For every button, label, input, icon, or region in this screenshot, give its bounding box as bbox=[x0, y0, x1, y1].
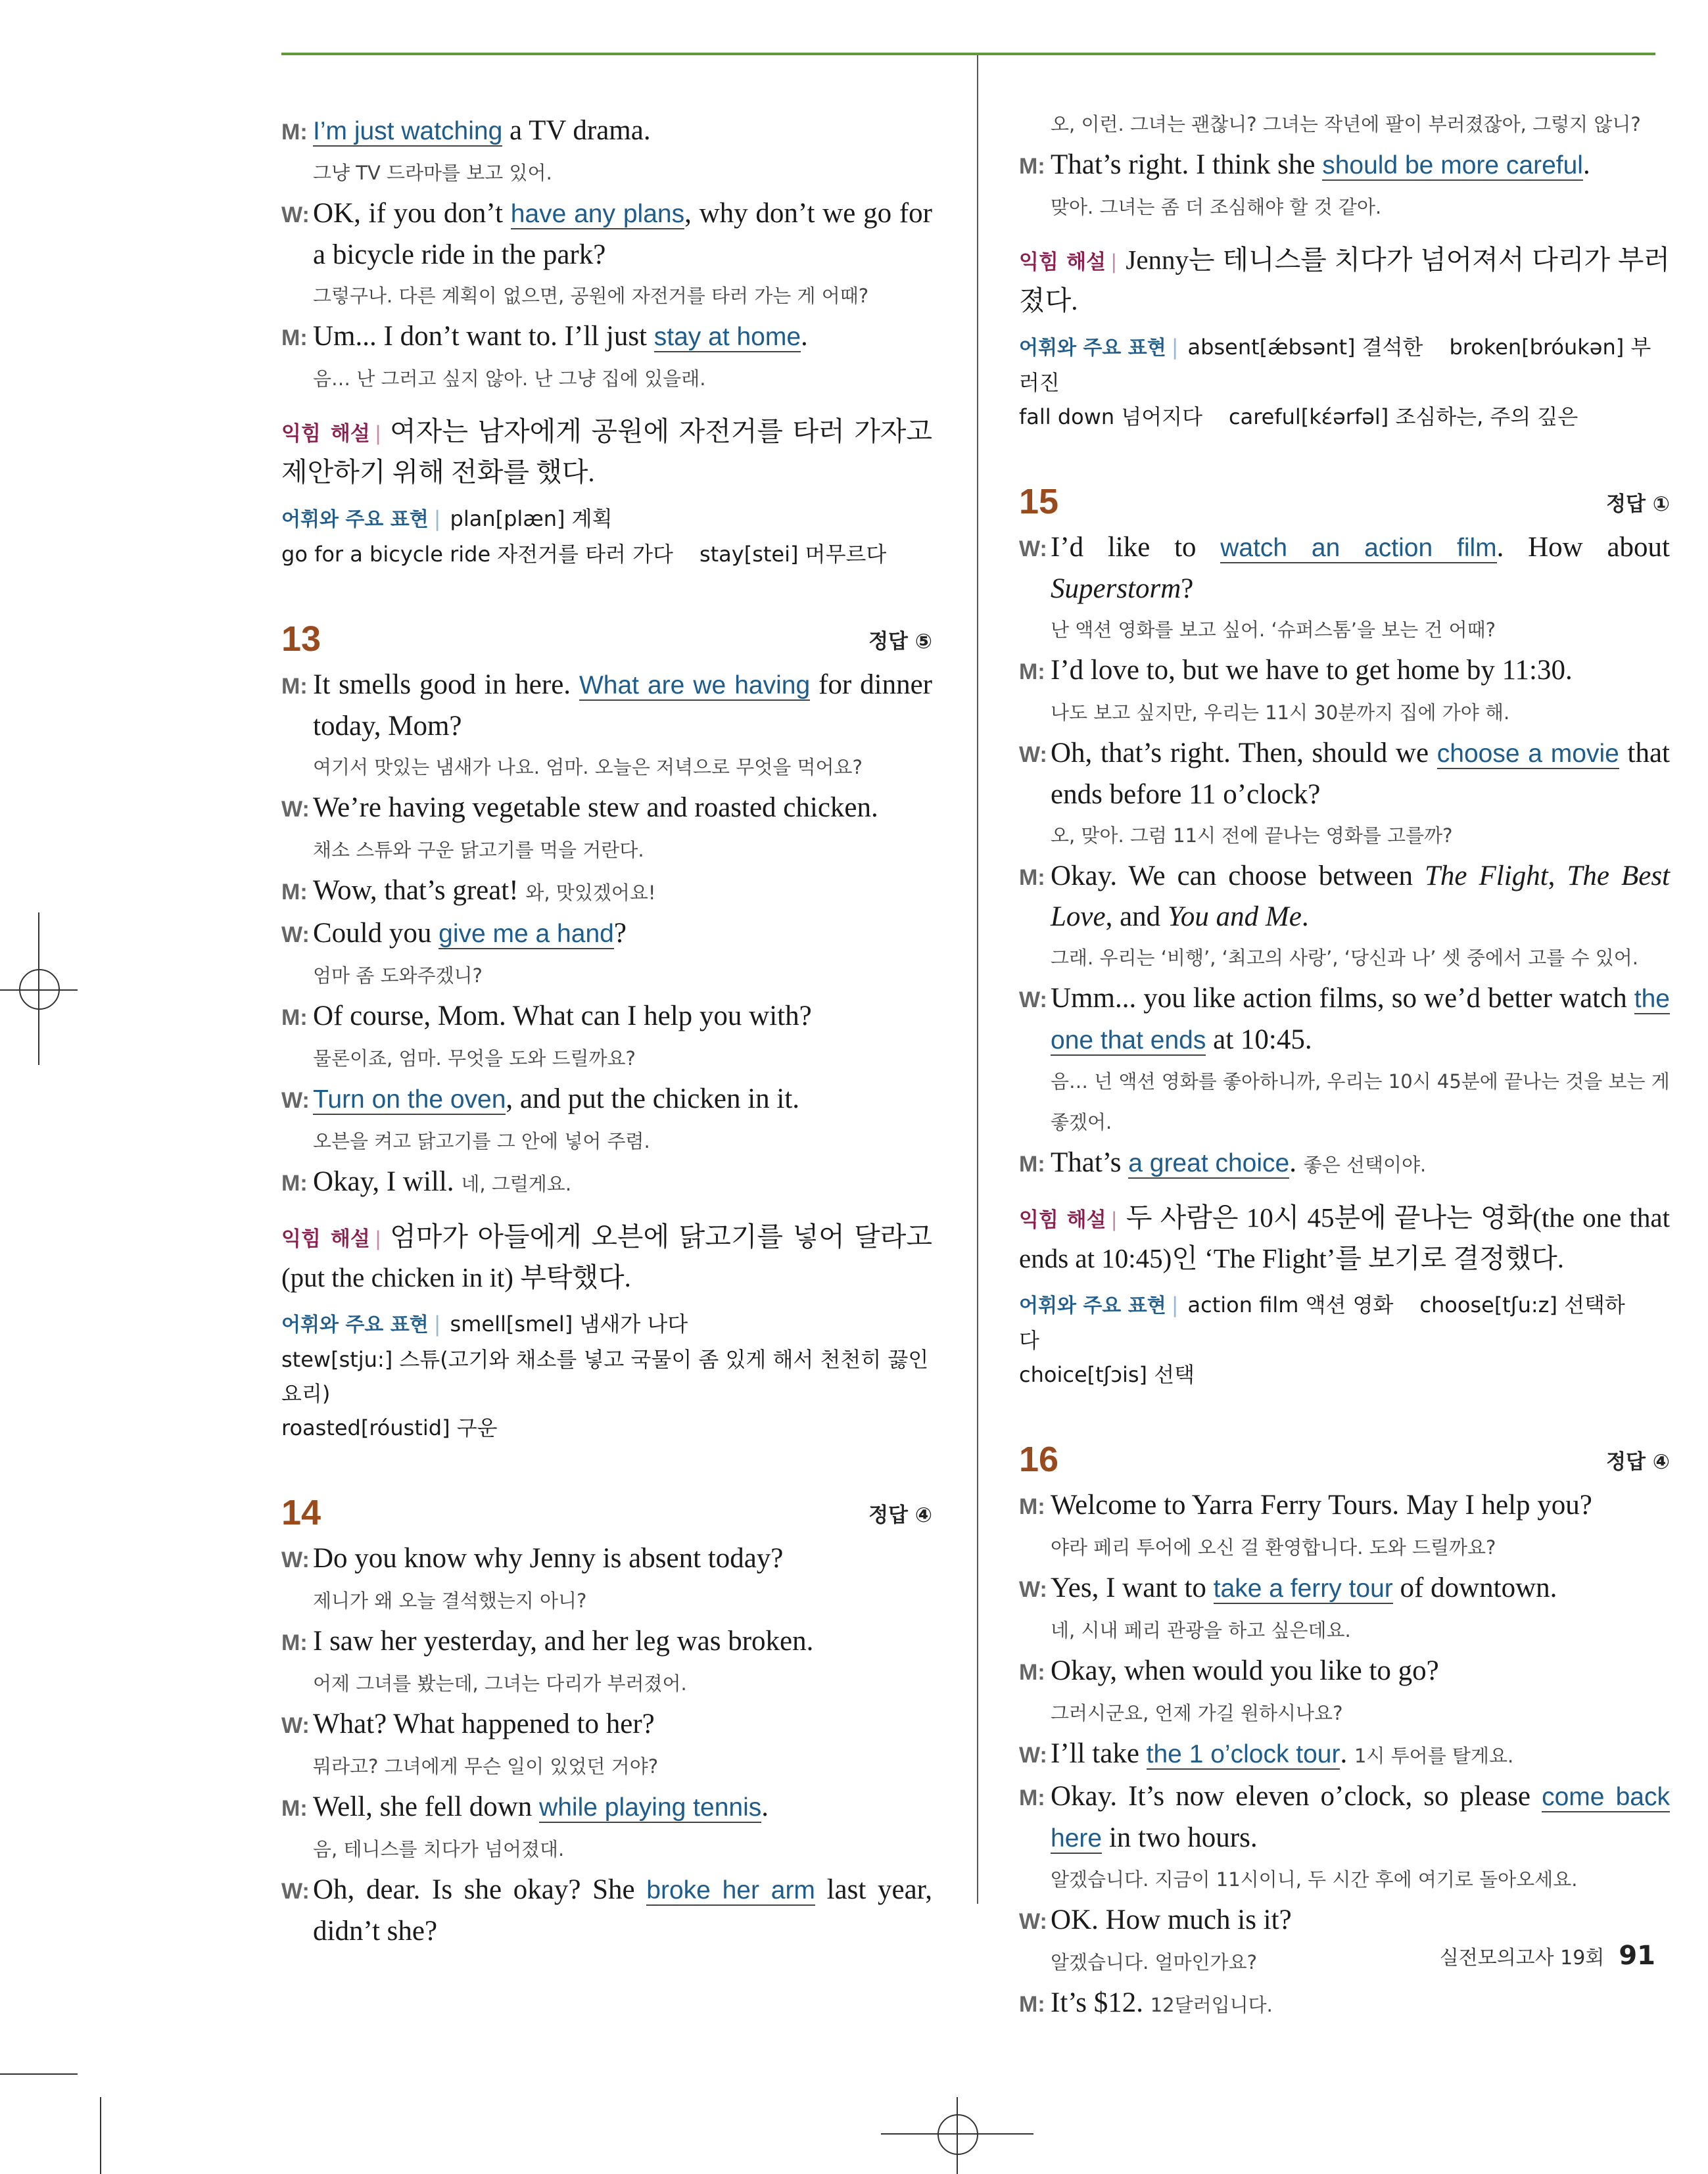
dialogue-line bbox=[1019, 145, 1670, 187]
translation: 어제 그녀를 봤는데, 그녀는 다리가 부러졌어. bbox=[313, 1672, 687, 1695]
answer-blank: What are we having bbox=[579, 671, 811, 699]
dialogue-text bbox=[1051, 1143, 1670, 1185]
dialogue-line bbox=[1019, 1983, 1670, 2025]
translation: 맞아. 그녀는 좀 더 조심해야 할 것 같아. bbox=[1051, 196, 1382, 218]
text-fragment: ? bbox=[613, 918, 627, 949]
vocab-item: plan[plæn] 계획 bbox=[450, 506, 613, 531]
speaker-label: M: bbox=[281, 325, 308, 350]
vocab-item: choose[tʃu:z] 선택하다 bbox=[1019, 1292, 1625, 1353]
text-fragment: that ends before 11 o’clock? bbox=[1051, 738, 1671, 810]
speaker-label: M: bbox=[1019, 1494, 1045, 1519]
inline-translation: 와, 맛있겠어요! bbox=[525, 882, 656, 904]
question-number: 13 bbox=[281, 619, 321, 659]
dialogue-text bbox=[313, 193, 932, 275]
registration-circle bbox=[19, 969, 60, 1010]
vocabulary-label: 어휘와 주요 표현 bbox=[281, 1313, 429, 1336]
q14-dialogue-continued bbox=[1019, 145, 1670, 227]
speaker-label: M: bbox=[1019, 154, 1045, 179]
text-fragment: , and bbox=[1105, 901, 1168, 932]
translation: 제니가 왜 오늘 결석했는지 아니? bbox=[313, 1590, 587, 1612]
vocabulary-label: 어휘와 주요 표현 bbox=[1019, 337, 1166, 360]
explanation-label: 익힘 해설 bbox=[1019, 250, 1106, 274]
title-italic: Superstorm bbox=[1051, 573, 1181, 604]
dialogue-text bbox=[313, 1704, 932, 1745]
answer-blank: stay at home bbox=[653, 323, 801, 351]
dialogue-line bbox=[281, 788, 932, 830]
speaker-label: W: bbox=[281, 202, 310, 227]
text-fragment: last year, didn’t she? bbox=[313, 1874, 933, 1947]
translation: 엄마 좀 도와주겠니? bbox=[313, 964, 483, 987]
dialogue-line bbox=[281, 193, 932, 275]
title-italic: The Flight bbox=[1425, 861, 1548, 891]
explanation-text: 두 사람은 10시 45분에 끝나는 영화(the one that ends at 10:45)인 ‘The Flight’를 보기로 결정했다. bbox=[1019, 1202, 1670, 1273]
text-fragment: Do you know why Jenny is absent today? bbox=[313, 1543, 784, 1574]
dialogue-text bbox=[1051, 527, 1670, 609]
answer-blank: give me a hand bbox=[439, 920, 614, 948]
text-fragment: Well, she fell down bbox=[313, 1791, 540, 1822]
dialogue-line bbox=[281, 316, 932, 358]
speaker-label: M: bbox=[281, 120, 308, 145]
explanation-label: 익힘 해설 bbox=[281, 422, 370, 446]
text-fragment: I’d like to bbox=[1051, 532, 1221, 563]
answer-key: 정답 ⑤ bbox=[868, 629, 932, 653]
text-fragment: , bbox=[1548, 861, 1567, 891]
dialogue-text bbox=[313, 316, 932, 358]
dialogue-text bbox=[313, 913, 932, 955]
text-fragment: We’re having vegetable stew and roasted chicken. bbox=[313, 792, 878, 823]
page-number: 91 bbox=[1619, 1941, 1655, 1971]
dialogue-text bbox=[1051, 978, 1670, 1061]
dialogue-text bbox=[1051, 650, 1670, 691]
dialogue-line bbox=[281, 1079, 932, 1121]
q15-vocabulary: 어휘와 주요 표현 | action film 액션 영화 choose[tʃu:z] 선택하다 choice[tʃɔis] 선택 bbox=[1019, 1292, 1625, 1387]
text-fragment: for dinner today, Mom? bbox=[313, 669, 932, 742]
dialogue-line bbox=[1019, 1651, 1670, 1693]
answer-blank: take a ferry tour bbox=[1213, 1574, 1393, 1603]
page-footer bbox=[1440, 1941, 1655, 1971]
dialogue-line bbox=[1019, 856, 1670, 937]
dialogue-text bbox=[1051, 1900, 1670, 1941]
text-fragment: at 10:45. bbox=[1206, 1024, 1312, 1055]
text-fragment: Okay. We can choose between bbox=[1051, 861, 1425, 891]
dialogue-line bbox=[1019, 733, 1670, 815]
title-italic: You and Me bbox=[1167, 901, 1302, 932]
vocab-item: broken[bróukən] 부러진 bbox=[1019, 335, 1651, 395]
text-fragment: That’s bbox=[1051, 1147, 1129, 1178]
answer-blank: should be more careful bbox=[1322, 151, 1583, 179]
inline-translation: 1시 투어를 탈게요. bbox=[1354, 1745, 1514, 1767]
speaker-label: M: bbox=[1019, 1152, 1045, 1177]
dialogue-text bbox=[1051, 1568, 1670, 1609]
dialogue-line bbox=[1019, 650, 1670, 692]
speaker-label: W: bbox=[281, 1088, 310, 1113]
translation: 음… 난 그러고 싶지 않아. 난 그냥 집에 있을래. bbox=[313, 367, 706, 390]
speaker-label: W: bbox=[281, 797, 310, 822]
vocab-item: careful[kέərfəl] 조심하는, 주의 깊은 bbox=[1229, 404, 1578, 429]
dialogue-text bbox=[1051, 145, 1670, 186]
answer-key: 정답 ④ bbox=[868, 1503, 932, 1527]
text-fragment: Okay. It’s now eleven o’clock, so please bbox=[1051, 1781, 1542, 1812]
answer-blank: come back here bbox=[1051, 1783, 1670, 1853]
dialogue-text bbox=[313, 1870, 932, 1952]
dialogue-text bbox=[313, 1621, 932, 1662]
q13-header bbox=[281, 619, 932, 659]
text-fragment: It smells good in here. bbox=[313, 669, 579, 700]
text-fragment: Umm... you like action films, so we’d better watch bbox=[1051, 983, 1634, 1014]
dialogue-text bbox=[1051, 733, 1670, 815]
speaker-label: M: bbox=[281, 880, 308, 905]
explanation-text: Jenny는 테니스를 치다가 넘어져서 다리가 부러졌다. bbox=[1019, 245, 1670, 316]
translation: 물론이죠, 엄마. 무엇을 도와 드릴까요? bbox=[313, 1047, 636, 1070]
inline-translation: 12달러입니다. bbox=[1150, 1994, 1273, 2016]
dialogue-text bbox=[1051, 1734, 1670, 1776]
translation: 알겠습니다. 얼마인가요? bbox=[1051, 1951, 1257, 1973]
q13-explanation: 익힘 해설 | 엄마가 아들에게 오븐에 닭고기를 넣어 달라고(put the chicken in it) 부탁했다. bbox=[281, 1221, 933, 1292]
dialogue-line bbox=[1019, 1143, 1670, 1185]
vocabulary-label: 어휘와 주요 표현 bbox=[281, 508, 429, 531]
dialogue-text bbox=[1051, 1983, 1670, 2025]
translation: 그냥 TV 드라마를 보고 있어. bbox=[313, 162, 552, 184]
question-number: 15 bbox=[1019, 482, 1059, 521]
q14-explanation: 익힘 해설 | Jenny는 테니스를 치다가 넘어져서 다리가 부러졌다. bbox=[1019, 245, 1670, 316]
vocab-item: smell[smel] 냄새가 나다 bbox=[450, 1311, 688, 1336]
left-column bbox=[281, 55, 932, 1952]
crop-mark bbox=[100, 2097, 101, 2174]
dialogue-line bbox=[281, 110, 932, 153]
q14-header bbox=[281, 1492, 932, 1533]
text-fragment: , and put the chicken in it. bbox=[506, 1083, 800, 1114]
answer-blank: watch an action film bbox=[1220, 534, 1497, 562]
q15-header bbox=[1019, 481, 1670, 522]
text-fragment: . How about bbox=[1496, 532, 1670, 563]
speaker-label: W: bbox=[1019, 536, 1047, 561]
dialogue-text bbox=[313, 1162, 932, 1204]
vocab-item: stew[stju:] 스튜(고기와 채소를 넣고 국물이 좀 있게 해서 천천히 끓인 요리) bbox=[281, 1347, 929, 1406]
text-fragment: a TV drama. bbox=[502, 115, 651, 146]
question-number: 14 bbox=[281, 1493, 321, 1532]
speaker-label: M: bbox=[281, 1630, 308, 1655]
dialogue-text bbox=[313, 110, 932, 152]
dialogue-text bbox=[1051, 1651, 1670, 1691]
speaker-label: W: bbox=[1019, 1743, 1047, 1768]
dialogue-text bbox=[313, 996, 932, 1037]
text-fragment: Okay, I will. bbox=[313, 1166, 462, 1197]
dialogue-line bbox=[1019, 527, 1670, 609]
q15-dialogue bbox=[1019, 527, 1670, 1185]
question-number: 16 bbox=[1019, 1440, 1059, 1479]
answer-key: 정답 ① bbox=[1606, 492, 1670, 516]
dialogue-text bbox=[313, 1079, 932, 1120]
vocab-item: stay[stei] 머무르다 bbox=[699, 542, 887, 567]
text-fragment: I’d love to, but we have to get home by 11:30. bbox=[1051, 655, 1573, 686]
text-fragment: What? What happened to her? bbox=[313, 1709, 655, 1739]
translation: 나도 보고 싶지만, 우리는 11시 30분까지 집에 가야 해. bbox=[1051, 701, 1510, 724]
translation: 그렇구나. 다른 계획이 없으면, 공원에 자전거를 타러 가는 게 어때? bbox=[313, 285, 869, 307]
dialogue-line bbox=[281, 1870, 932, 1952]
dialogue-text bbox=[1051, 1485, 1670, 1526]
text-fragment: Welcome to Yarra Ferry Tours. May I help you? bbox=[1051, 1490, 1592, 1521]
q13-dialogue bbox=[281, 665, 932, 1204]
dialogue-line bbox=[281, 1704, 932, 1746]
registration-circle bbox=[937, 2114, 978, 2155]
speaker-label: W: bbox=[281, 1879, 310, 1904]
speaker-label: W: bbox=[1019, 1577, 1047, 1602]
text-fragment: . bbox=[1582, 149, 1590, 180]
text-fragment: . bbox=[1289, 1147, 1304, 1178]
text-fragment: Um... I don’t want to. I’ll just bbox=[313, 321, 654, 352]
text-fragment: OK. How much is it? bbox=[1051, 1904, 1292, 1935]
dialogue-line bbox=[1019, 1568, 1670, 1610]
speaker-label: M: bbox=[1019, 865, 1045, 890]
dialogue-line bbox=[1019, 1485, 1670, 1527]
explanation-label: 익힘 해설 bbox=[1019, 1208, 1106, 1232]
text-fragment: . bbox=[801, 321, 808, 352]
text-fragment: . bbox=[761, 1791, 769, 1822]
text-fragment: Yes, I want to bbox=[1051, 1572, 1214, 1603]
dialogue-line bbox=[1019, 1734, 1670, 1776]
translation: 오, 맞아. 그럼 11시 전에 끝나는 영화를 고를까? bbox=[1051, 824, 1453, 847]
translation: 뭐라고? 그녀에게 무슨 일이 있었던 거야? bbox=[313, 1755, 659, 1778]
speaker-label: W: bbox=[1019, 987, 1047, 1012]
right-column bbox=[1019, 55, 1670, 2025]
answer-blank: a great choice bbox=[1128, 1149, 1290, 1177]
answer-key: 정답 ④ bbox=[1606, 1450, 1670, 1474]
dialogue-line bbox=[281, 913, 932, 955]
q15-explanation: 익힘 해설 | 두 사람은 10시 45분에 끝나는 영화(the one that ends at 10:45)인 ‘The Flight’를 보기로 결정했다. bbox=[1019, 1202, 1670, 1273]
text-fragment: Oh, that’s right. Then, should we bbox=[1051, 738, 1437, 768]
speaker-label: M: bbox=[1019, 1660, 1045, 1685]
dialogue-line bbox=[281, 1621, 932, 1663]
dialogue-line bbox=[281, 870, 932, 913]
dialogue-line bbox=[281, 665, 932, 747]
dialogue-line bbox=[1019, 1776, 1670, 1859]
dialogue-text bbox=[1051, 856, 1670, 937]
text-fragment: of downtown. bbox=[1392, 1572, 1557, 1603]
translation: 그러시군요, 언제 가길 원하시나요? bbox=[1051, 1702, 1343, 1724]
explanation-label: 익힘 해설 bbox=[281, 1227, 370, 1251]
speaker-label: M: bbox=[281, 674, 308, 699]
text-fragment: ? bbox=[1181, 573, 1194, 604]
speaker-label: M: bbox=[1019, 1785, 1045, 1810]
speaker-label: M: bbox=[281, 1171, 308, 1196]
answer-blank: the 1 o’clock tour bbox=[1146, 1740, 1340, 1768]
answer-blank: choose a movie bbox=[1436, 740, 1619, 768]
text-fragment: , why don’t we go for a bicycle ride in the park? bbox=[313, 198, 932, 270]
text-fragment: That’s right. I think she bbox=[1051, 149, 1323, 180]
speaker-label: W: bbox=[281, 922, 310, 947]
translation: 네, 시내 페리 관광을 하고 싶은데요. bbox=[1051, 1619, 1351, 1642]
crop-mark bbox=[0, 2073, 78, 2075]
dialogue-text bbox=[313, 665, 932, 747]
speaker-label: W: bbox=[281, 1713, 310, 1738]
translation: 여기서 맛있는 냄새가 나요. 엄마. 오늘은 저녁으로 무엇을 먹어요? bbox=[313, 756, 863, 778]
dialogue-line bbox=[281, 1162, 932, 1204]
translation: 야라 페리 투어에 오신 걸 환영합니다. 도와 드릴까요? bbox=[1051, 1536, 1496, 1559]
dialogue-line bbox=[281, 1538, 932, 1580]
vocab-item: absent[ǽbsənt] 결석한 bbox=[1187, 335, 1423, 360]
text-fragment: I’ll take bbox=[1051, 1738, 1147, 1769]
vocab-item: roasted[róustid] 구운 bbox=[281, 1415, 498, 1440]
vocab-item: choice[tʃɔis] 선택 bbox=[1019, 1362, 1195, 1387]
speaker-label: M: bbox=[1019, 659, 1045, 684]
answer-blank: Turn on the oven bbox=[313, 1085, 506, 1114]
text-fragment: Wow, that’s great! bbox=[313, 875, 526, 906]
text-fragment: It’s $12. bbox=[1051, 1987, 1151, 2018]
text-fragment: Could you bbox=[313, 918, 439, 949]
dialogue-line bbox=[281, 996, 932, 1038]
translation: 난 액션 영화를 보고 싶어. ‘슈퍼스톰’을 보는 건 어때? bbox=[1051, 619, 1496, 641]
text-fragment: in two hours. bbox=[1102, 1822, 1258, 1853]
answer-blank: I’m just watching bbox=[313, 117, 503, 145]
explanation-text: 엄마가 아들에게 오븐에 닭고기를 넣어 달라고(put the chicken in it) 부탁했다. bbox=[281, 1221, 933, 1292]
speaker-label: M: bbox=[1019, 1992, 1045, 2017]
translation: 음… 넌 액션 영화를 좋아하니까, 우리는 10시 45분에 끝나는 것을 보는 게 좋겠어. bbox=[1051, 1070, 1670, 1133]
text-fragment: OK, if you don’t bbox=[313, 198, 511, 229]
dialogue-text bbox=[1051, 1776, 1670, 1859]
dialogue-line bbox=[1019, 1900, 1670, 1942]
text-fragment: . bbox=[1340, 1738, 1354, 1769]
text-fragment: Of course, Mom. What can I help you with? bbox=[313, 1001, 812, 1031]
answer-blank: broke her arm bbox=[646, 1876, 815, 1904]
translation: 알겠습니다. 지금이 11시이니, 두 시간 후에 여기로 돌아오세요. bbox=[1051, 1868, 1578, 1891]
q16-header bbox=[1019, 1439, 1670, 1480]
q14-vocabulary: 어휘와 주요 표현 | absent[ǽbsənt] 결석한 broken[bróukən] 부러진 fall down 넘어지다 careful[kέərfəl] 조심하는, 주의 깊은 bbox=[1019, 335, 1651, 429]
translation: 오븐을 켜고 닭고기를 그 안에 넣어 주렴. bbox=[313, 1130, 650, 1152]
speaker-label: W: bbox=[1019, 1909, 1047, 1934]
q12-explanation: 익힘 해설 | 여자는 남자에게 공원에 자전거를 타러 가자고 제안하기 위해 전화를 했다. bbox=[281, 416, 933, 487]
translation: 채소 스튜와 구운 닭고기를 먹을 거란다. bbox=[313, 839, 644, 861]
translation: 음, 테니스를 치다가 넘어졌대. bbox=[313, 1838, 565, 1860]
speaker-label: W: bbox=[281, 1548, 310, 1572]
explanation-text: 여자는 남자에게 공원에 자전거를 타러 가자고 제안하기 위해 전화를 했다. bbox=[281, 416, 933, 487]
answer-blank: the one that ends bbox=[1051, 985, 1670, 1054]
answer-blank: have any plans bbox=[510, 200, 685, 228]
inline-translation: 네, 그럴게요. bbox=[461, 1173, 572, 1195]
vocab-item: action film 액션 영화 bbox=[1187, 1292, 1394, 1317]
vocabulary-label: 어휘와 주요 표현 bbox=[1019, 1294, 1166, 1317]
text-fragment: . bbox=[1301, 901, 1309, 932]
answer-blank: while playing tennis bbox=[539, 1793, 762, 1822]
dialogue-line bbox=[281, 1787, 932, 1829]
text-fragment: Oh, dear. Is she okay? She bbox=[313, 1874, 647, 1905]
text-fragment: Okay, when would you like to go? bbox=[1051, 1655, 1439, 1686]
vocab-item: go for a bicycle ride 자전거를 타러 가다 bbox=[281, 542, 673, 567]
vocab-item: fall down 넘어지다 bbox=[1019, 404, 1202, 429]
speaker-label: M: bbox=[281, 1005, 308, 1030]
dialogue-text bbox=[313, 870, 932, 913]
text-fragment: I saw her yesterday, and her leg was broken. bbox=[313, 1626, 814, 1657]
dialogue-text bbox=[313, 1787, 932, 1828]
title-italic: The Best Love bbox=[1051, 861, 1670, 932]
dialogue-line bbox=[1019, 978, 1670, 1061]
q13-vocabulary: 어휘와 주요 표현 | smell[smel] 냄새가 나다 stew[stju:] 스튜(고기와 채소를 넣고 국물이 좀 있게 해서 천천히 끓인 요리) roasted[róustid] 구운 bbox=[281, 1311, 929, 1440]
q14-dialogue bbox=[281, 1538, 932, 1952]
speaker-label: M: bbox=[281, 1796, 308, 1821]
speaker-label: W: bbox=[1019, 742, 1047, 767]
translation: 그래. 우리는 ‘비행’, ‘최고의 사랑’, ‘당신과 나’ 셋 중에서 고를 수 있어. bbox=[1051, 947, 1638, 969]
footer-title: 실전모의고사 19회 bbox=[1439, 1947, 1605, 1970]
dialogue-text bbox=[313, 1538, 932, 1579]
column-divider bbox=[977, 55, 978, 1904]
translation: 오, 이런. 그녀는 괜찮니? 그녀는 작년에 팔이 부러졌잖아, 그렇지 않니? bbox=[1051, 113, 1641, 135]
dialogue-text bbox=[313, 788, 932, 828]
q12-vocabulary: 어휘와 주요 표현 | plan[plæn] 계획 go for a bicycle ride 자전거를 타러 가다 stay[stei] 머무르다 bbox=[281, 506, 887, 567]
inline-translation: 좋은 선택이야. bbox=[1303, 1154, 1427, 1176]
q12-dialogue bbox=[281, 110, 932, 399]
